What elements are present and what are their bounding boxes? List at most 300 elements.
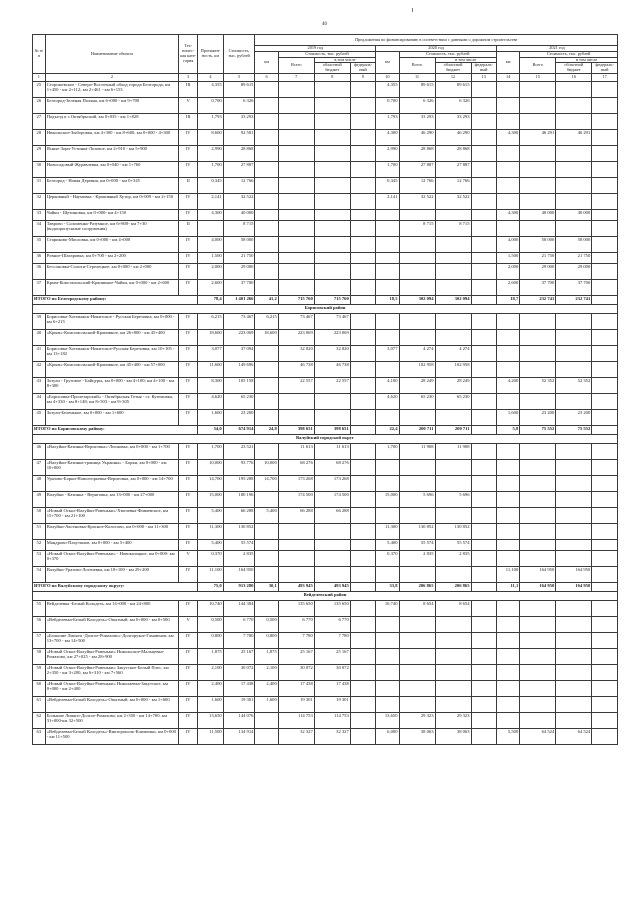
- table-cell: 223 069: [278, 330, 314, 346]
- table-cell: [376, 460, 399, 476]
- table-cell: 73 467: [278, 314, 314, 330]
- technical-category: IV: [179, 237, 198, 253]
- table-cell: 4 274: [435, 346, 471, 362]
- row-number: 25: [33, 82, 46, 98]
- table-cell: [496, 476, 519, 492]
- table-cell: [255, 130, 278, 146]
- table-cell: [314, 114, 350, 130]
- row-number: 36: [33, 253, 46, 264]
- table-cell: [556, 508, 592, 524]
- table-cell: [376, 253, 399, 264]
- table-cell: [278, 551, 314, 567]
- table-cell: 134 914: [223, 729, 255, 745]
- table-cell: [592, 713, 618, 729]
- table-cell: 164 950: [556, 567, 592, 583]
- table-cell: [556, 713, 592, 729]
- table-cell: [350, 221, 375, 237]
- table-row: [33, 221, 618, 237]
- table-cell: 4,620: [198, 394, 223, 410]
- table-cell: [350, 665, 375, 681]
- table-cell: 46 738: [314, 362, 350, 378]
- table-cell: [471, 194, 496, 210]
- table-cell: 149 696: [223, 362, 255, 378]
- header-cost-2019: Стоимость, тыс. рублей: [278, 51, 375, 57]
- table-cell: 4 274: [399, 346, 435, 362]
- table-cell: 29 000: [556, 264, 592, 280]
- table-cell: 0,370: [376, 551, 399, 567]
- table-cell: [471, 378, 496, 394]
- technical-category: III: [179, 114, 198, 130]
- object-name: Никольское-Зыборовка, км 4+300 - км 8+600, км 0+000 - 4+300: [45, 130, 178, 146]
- table-cell: 17 438: [223, 681, 255, 697]
- table-cell: 7 780: [223, 633, 255, 649]
- table-cell: [278, 237, 314, 253]
- table-cell: 4,300: [198, 210, 223, 221]
- table-row: [33, 444, 618, 460]
- table-row: [33, 146, 618, 162]
- table-cell: [278, 98, 314, 114]
- table-cell: [350, 601, 375, 617]
- table-cell: [556, 601, 592, 617]
- total-cell: 164 950: [556, 583, 592, 592]
- table-cell: [496, 362, 519, 378]
- table-cell: [255, 524, 278, 540]
- table-cell: [556, 681, 592, 697]
- table-cell: 11,300: [198, 524, 223, 540]
- row-number: 62: [33, 713, 46, 729]
- object-name: Новосадовый-Журавлевка, км 0+040 - км 1+760: [45, 162, 178, 178]
- table-cell: 11,100: [496, 567, 519, 583]
- total-cell: 18,5: [376, 296, 399, 305]
- table-cell: [350, 253, 375, 264]
- table-cell: [496, 82, 519, 98]
- table-cell: 6 326: [223, 98, 255, 114]
- table-cell: [350, 394, 375, 410]
- table-cell: 13,650: [376, 713, 399, 729]
- table-cell: [496, 540, 519, 551]
- total-cell: 75 552: [520, 426, 556, 435]
- object-name: «Крым»-Комсомольский-Крапивное, км 45+400 - км 57+000: [45, 362, 178, 378]
- total-row: [33, 426, 618, 435]
- column-number: 11: [399, 74, 435, 82]
- table-cell: [435, 665, 471, 681]
- table-cell: [556, 697, 592, 713]
- table-cell: [471, 162, 496, 178]
- object-name: Ясные Зори-Устинка-Лозовое, км 2+910 - км 5+900: [45, 146, 178, 162]
- table-cell: 37 700: [556, 280, 592, 296]
- table-cell: [520, 221, 556, 237]
- table-cell: 1,600: [496, 410, 519, 426]
- row-number: 55: [33, 601, 46, 617]
- table-cell: 5,400: [198, 508, 223, 524]
- table-cell: 11,100: [198, 567, 223, 583]
- table-cell: 6 770: [223, 617, 255, 633]
- table-cell: 28 249: [399, 378, 435, 394]
- table-cell: [592, 649, 618, 665]
- row-number: 50: [33, 508, 46, 524]
- table-cell: [556, 476, 592, 492]
- table-cell: [496, 162, 519, 178]
- table-cell: 30 072: [314, 665, 350, 681]
- technical-category: IV: [179, 130, 198, 146]
- header-name: Наименование объекта: [45, 35, 178, 74]
- total-cell: 398 651: [278, 426, 314, 435]
- table-cell: 1,600: [198, 410, 223, 426]
- technical-category: IV: [179, 410, 198, 426]
- table-cell: [556, 617, 592, 633]
- table-cell: 2,400: [255, 681, 278, 697]
- row-number: 43: [33, 378, 46, 394]
- object-name: «Новый Оскол-Валуйки-Ровеньки» Николаевка-Закутское, км 0+000 - км 2+400: [45, 681, 178, 697]
- technical-category: IV: [179, 162, 198, 178]
- technical-category: V: [179, 98, 198, 114]
- table-cell: [350, 476, 375, 492]
- table-cell: 144 304: [223, 601, 255, 617]
- header-year-2021: 2021 год: [496, 46, 617, 52]
- table-cell: [350, 314, 375, 330]
- row-number: 54: [33, 567, 46, 583]
- table-cell: [592, 146, 618, 162]
- table-cell: [350, 508, 375, 524]
- table-cell: [350, 649, 375, 665]
- table-cell: [399, 649, 435, 665]
- table-cell: 19 301: [278, 697, 314, 713]
- row-number: 44: [33, 394, 46, 410]
- total-cell: [350, 583, 375, 592]
- table-cell: [376, 280, 399, 296]
- total-cell: 200 711: [435, 426, 471, 435]
- section-header-row: [33, 592, 618, 601]
- table-cell: [592, 524, 618, 540]
- table-cell: [471, 314, 496, 330]
- table-cell: [556, 649, 592, 665]
- table-cell: 1,875: [255, 649, 278, 665]
- table-cell: [255, 253, 278, 264]
- table-cell: 8 654: [435, 601, 471, 617]
- table-cell: [556, 314, 592, 330]
- table-cell: [314, 162, 350, 178]
- table-cell: 144 076: [223, 713, 255, 729]
- table-cell: [255, 346, 278, 362]
- table-row: [33, 237, 618, 253]
- table-cell: 2,100: [255, 665, 278, 681]
- table-cell: [350, 330, 375, 346]
- row-number: 32: [33, 194, 46, 210]
- header-incl-2020: в том числе: [435, 57, 496, 63]
- table-cell: [350, 237, 375, 253]
- object-name: Вейделевка -Белый Колодезь, км 14+000 - км 24+800: [45, 601, 178, 617]
- table-cell: [350, 617, 375, 633]
- table-cell: [471, 82, 496, 98]
- technical-category: IV: [179, 210, 198, 221]
- table-cell: [314, 194, 350, 210]
- table-cell: [592, 130, 618, 146]
- table-cell: [399, 508, 435, 524]
- total-cell: 54,0: [198, 426, 223, 435]
- object-name: Ровное-Шагаровка, км 0+700 - км 2+200: [45, 253, 178, 264]
- table-cell: [255, 194, 278, 210]
- table-cell: 14,700: [255, 476, 278, 492]
- total-cell: 674 914: [223, 426, 255, 435]
- table-cell: [520, 476, 556, 492]
- table-cell: [255, 713, 278, 729]
- header-length: Протяжен-ность, км: [198, 35, 223, 74]
- table-cell: 40 000: [556, 210, 592, 221]
- total-cell: 232 741: [520, 296, 556, 305]
- table-row: [33, 551, 618, 567]
- technical-category: IV: [179, 649, 198, 665]
- table-cell: [471, 98, 496, 114]
- object-name: Зозули-Беленькое, км 0+000 - км 1+600: [45, 410, 178, 426]
- page-number: 40: [322, 22, 327, 27]
- table-cell: [399, 314, 435, 330]
- header-category: Тех-ничес-кая кате-гория: [179, 35, 198, 74]
- table-cell: 58 000: [223, 237, 255, 253]
- table-cell: 19 301: [223, 697, 255, 713]
- total-row: [33, 583, 618, 592]
- table-cell: [592, 162, 618, 178]
- table-cell: [592, 476, 618, 492]
- table-cell: [435, 280, 471, 296]
- table-cell: 55 574: [223, 540, 255, 551]
- table-cell: [376, 567, 399, 583]
- table-cell: [435, 681, 471, 697]
- row-number: 58: [33, 649, 46, 665]
- row-number: 37: [33, 280, 46, 296]
- table-row: [33, 330, 618, 346]
- table-cell: 55 574: [435, 540, 471, 551]
- total-cell: 302 094: [399, 296, 435, 305]
- table-cell: [350, 524, 375, 540]
- table-cell: [314, 237, 350, 253]
- table-row: [33, 649, 618, 665]
- table-cell: [399, 476, 435, 492]
- total-cell: 75 552: [556, 426, 592, 435]
- table-cell: 73 467: [314, 314, 350, 330]
- object-name: Уразово-Борки-Новоегорьевка-Вериговка, км 0+000 - км 14+700: [45, 476, 178, 492]
- row-number: 46: [33, 444, 46, 460]
- table-cell: 89 615: [435, 82, 471, 98]
- table-cell: [435, 314, 471, 330]
- total-cell: 1 401 266: [223, 296, 255, 305]
- table-cell: [496, 508, 519, 524]
- table-cell: 40 000: [520, 210, 556, 221]
- table-cell: 15,000: [198, 492, 223, 508]
- table-cell: 4,000: [198, 237, 223, 253]
- table-cell: 2,600: [496, 280, 519, 296]
- table-cell: 37 094: [223, 346, 255, 362]
- table-cell: [592, 492, 618, 508]
- total-cell: [471, 426, 496, 435]
- table-cell: 173 268: [278, 476, 314, 492]
- table-cell: 46 291: [556, 130, 592, 146]
- table-cell: [435, 476, 471, 492]
- table-cell: 0,500: [255, 617, 278, 633]
- header-no: № п/п: [33, 35, 46, 74]
- table-cell: [556, 524, 592, 540]
- table-cell: [350, 729, 375, 745]
- table-cell: [592, 210, 618, 221]
- total-cell: [350, 426, 375, 435]
- technical-category: IV: [179, 378, 198, 394]
- table-cell: [350, 460, 375, 476]
- table-cell: [471, 210, 496, 221]
- table-cell: 28 868: [435, 146, 471, 162]
- table-cell: [435, 410, 471, 426]
- column-number: 15: [520, 74, 556, 82]
- table-cell: [314, 567, 350, 583]
- table-cell: 32 522: [435, 194, 471, 210]
- table-cell: 33 293: [435, 114, 471, 130]
- table-cell: 66 288: [223, 508, 255, 524]
- column-number: 12: [435, 74, 471, 82]
- table-cell: [471, 551, 496, 567]
- table-cell: [350, 444, 375, 460]
- object-name: Крым-Комсомольский-Крапивное-Чайки, км 0+000 - км 2+600: [45, 280, 178, 296]
- table-cell: 10,000: [255, 460, 278, 476]
- table-cell: [592, 410, 618, 426]
- table-cell: 1,793: [198, 114, 223, 130]
- technical-category: IV: [179, 508, 198, 524]
- table-cell: 10,740: [198, 601, 223, 617]
- table-cell: 18,600: [255, 330, 278, 346]
- object-name: «Новый Оскол-Валуйки-Ровеньки» Закутское-Белый Плес, км 2+350 - км 3+200, км 6+310 - км 7+560: [45, 665, 178, 681]
- table-cell: [314, 253, 350, 264]
- table-cell: [350, 162, 375, 178]
- table-cell: 8 715: [435, 221, 471, 237]
- technical-category: IV: [179, 601, 198, 617]
- table-cell: [255, 362, 278, 378]
- total-cell: 78,4: [198, 296, 223, 305]
- column-number: 16: [556, 74, 592, 82]
- table-cell: 6,215: [255, 314, 278, 330]
- column-number: 1: [33, 74, 46, 82]
- table-cell: [520, 444, 556, 460]
- table-cell: [556, 330, 592, 346]
- table-cell: 8,600: [198, 130, 223, 146]
- table-cell: 0,700: [376, 98, 399, 114]
- table-cell: 89 615: [223, 82, 255, 98]
- table-cell: 11,500: [198, 729, 223, 745]
- table-cell: [556, 346, 592, 362]
- table-cell: [496, 460, 519, 476]
- table-cell: 174 500: [314, 492, 350, 508]
- technical-category: IV: [179, 524, 198, 540]
- table-cell: 195 288: [223, 476, 255, 492]
- table-cell: [435, 330, 471, 346]
- table-cell: 1,875: [198, 649, 223, 665]
- table-cell: 4,000: [496, 237, 519, 253]
- table-cell: 58 000: [520, 237, 556, 253]
- total-cell: 18,7: [496, 296, 519, 305]
- table-cell: [592, 567, 618, 583]
- table-cell: 114 753: [278, 713, 314, 729]
- table-cell: [520, 82, 556, 98]
- table-cell: [592, 729, 618, 745]
- table-cell: 0,800: [255, 633, 278, 649]
- object-name: «Большие Липяги -Долгое-Ромахово»-Долгорукое-Гамаюнов, км 13+700 - км 14+500: [45, 633, 178, 649]
- table-cell: [435, 253, 471, 264]
- table-cell: 21 750: [520, 253, 556, 264]
- table-cell: [520, 346, 556, 362]
- table-cell: 1,500: [496, 253, 519, 264]
- table-cell: [520, 540, 556, 551]
- table-cell: [376, 697, 399, 713]
- object-name: Бессоновка-Солохи-Стрелецкое, км 0+000 - км 2+000: [45, 264, 178, 280]
- table-cell: [399, 665, 435, 681]
- table-cell: [471, 264, 496, 280]
- table-cell: 40 000: [223, 210, 255, 221]
- column-number-row: [33, 74, 618, 82]
- table-cell: 0,700: [198, 98, 223, 114]
- table-cell: [255, 178, 278, 194]
- table-cell: 28 868: [399, 146, 435, 162]
- table-cell: [520, 492, 556, 508]
- technical-category: IV: [179, 444, 198, 460]
- table-cell: [399, 280, 435, 296]
- table-cell: [592, 114, 618, 130]
- table-cell: 223 069: [314, 330, 350, 346]
- table-cell: [520, 194, 556, 210]
- table-cell: [278, 264, 314, 280]
- object-name: Таврово - Соломенко-Разумное, км 6+800- км 7+30 (водопропускные сооружения): [45, 221, 178, 237]
- table-cell: [496, 146, 519, 162]
- row-number: 31: [33, 178, 46, 194]
- table-cell: [278, 221, 314, 237]
- row-number: 51: [33, 524, 46, 540]
- table-row: [33, 162, 618, 178]
- table-cell: 38 063: [435, 729, 471, 745]
- total-cell: 715 760: [314, 296, 350, 305]
- table-cell: [471, 253, 496, 264]
- table-cell: [278, 394, 314, 410]
- table-cell: [592, 681, 618, 697]
- table-cell: [350, 540, 375, 551]
- table-cell: [496, 346, 519, 362]
- table-cell: [471, 524, 496, 540]
- technical-category: IV: [179, 729, 198, 745]
- table-row: [33, 540, 618, 551]
- object-name: Валуйки-Аксеновка-Красное-Колосово, км 0+000 - км 11+300: [45, 524, 178, 540]
- table-row: [33, 508, 618, 524]
- table-row: [33, 713, 618, 729]
- table-cell: [520, 362, 556, 378]
- table-cell: [255, 492, 278, 508]
- column-number: 10: [376, 74, 399, 82]
- table-cell: [556, 633, 592, 649]
- table-cell: [496, 551, 519, 567]
- table-cell: [471, 394, 496, 410]
- table-cell: [471, 492, 496, 508]
- table-row: [33, 98, 618, 114]
- section-header-row: [33, 305, 618, 314]
- table-cell: 29 323: [399, 713, 435, 729]
- table-cell: [255, 162, 278, 178]
- object-name: Чайки - Щетиновка, км 0+000- км 4+150: [45, 210, 178, 221]
- total-cell: [592, 296, 618, 305]
- table-cell: 65 230: [223, 394, 255, 410]
- table-cell: [496, 330, 519, 346]
- table-cell: 105 158: [223, 378, 255, 394]
- column-number: 9: [350, 74, 375, 82]
- row-number: 57: [33, 633, 46, 649]
- table-cell: 37 700: [223, 280, 255, 296]
- technical-category: IV: [179, 146, 198, 162]
- table-cell: 25 167: [278, 649, 314, 665]
- table-cell: [255, 280, 278, 296]
- table-cell: [471, 567, 496, 583]
- table-cell: 174 500: [278, 492, 314, 508]
